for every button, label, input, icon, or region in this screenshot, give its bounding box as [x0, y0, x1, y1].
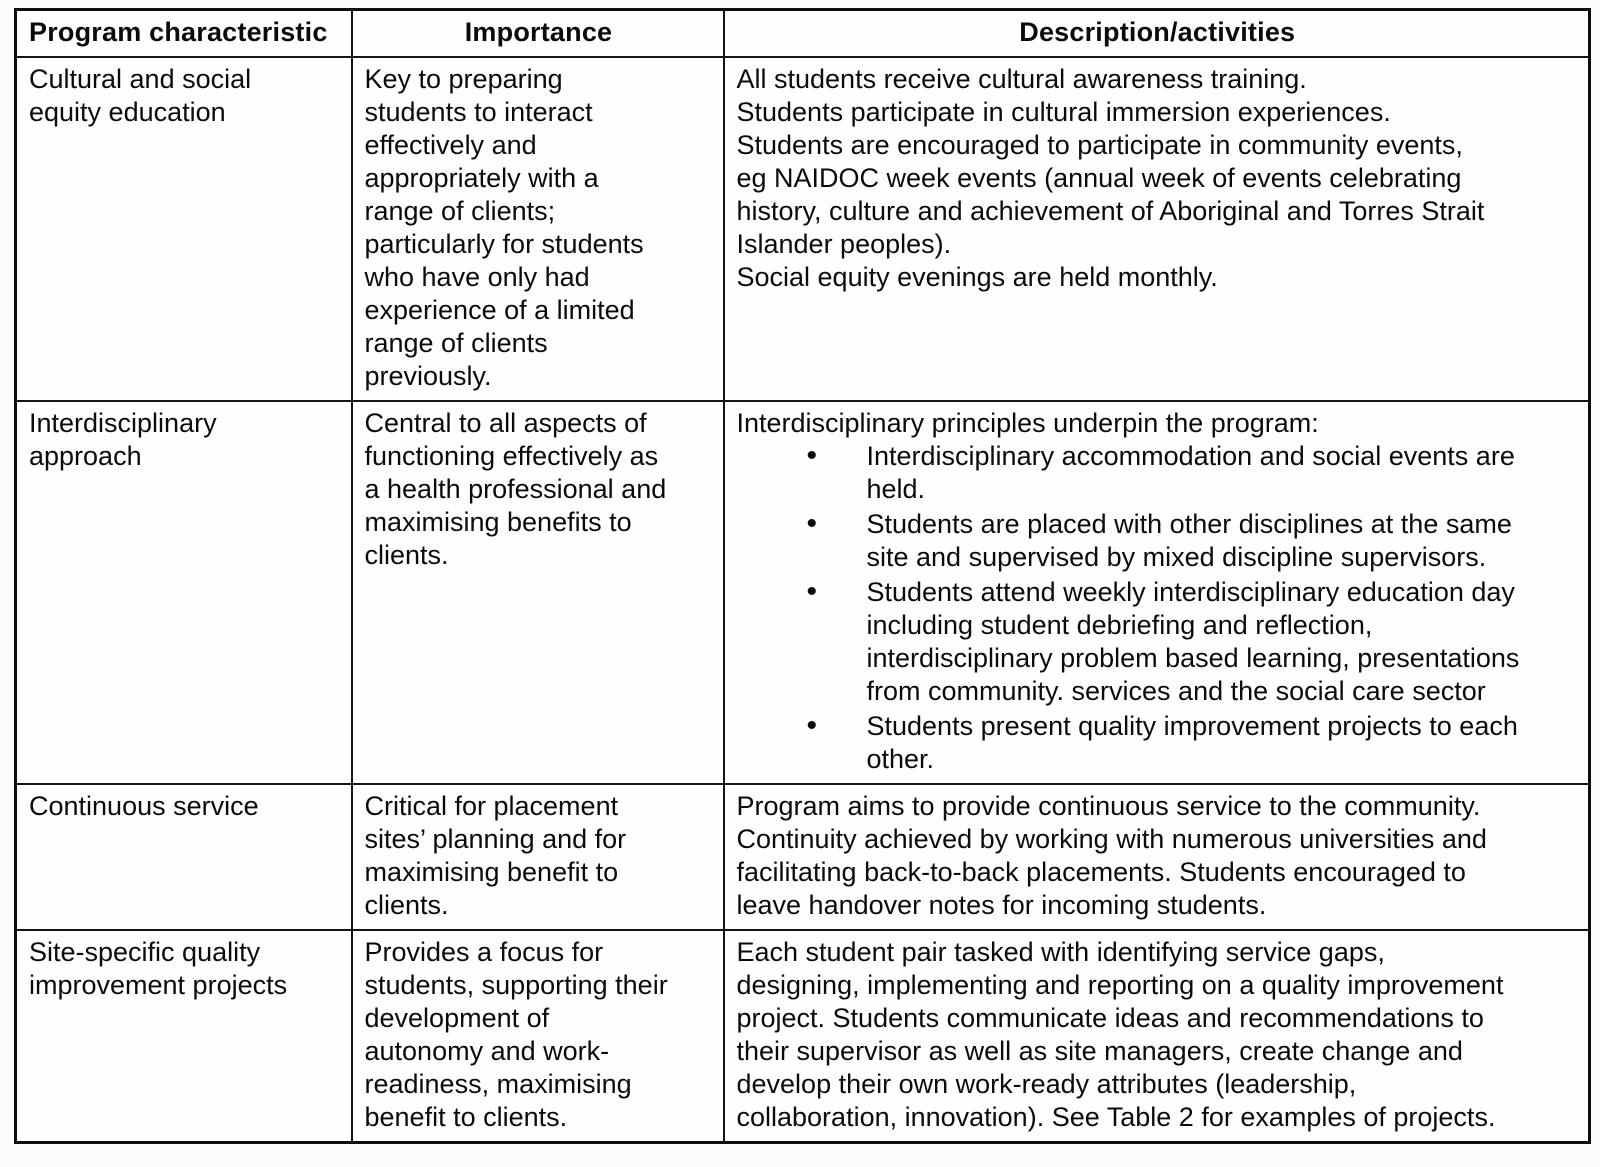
text-line: • Interdisciplinary accommodation and social events are	[866, 441, 1515, 471]
characteristic-text	[29, 407, 341, 473]
text-line: students, supporting their	[364, 970, 668, 1000]
text-line: • Students are placed with other disciplines at the same	[866, 509, 1512, 539]
text-line: facilitating back-to-back placements. Students encouraged to	[736, 857, 1466, 887]
text-line: a health professional and	[364, 474, 667, 504]
description-text	[737, 63, 1579, 294]
bullet-text	[867, 710, 1579, 776]
text-line: clients.	[364, 540, 449, 570]
table-row-interdisciplinary-approach	[16, 401, 1590, 784]
text-line: maximising benefits to	[364, 507, 632, 537]
importance-text	[365, 407, 713, 572]
text-line: experience of a limited	[364, 295, 635, 325]
text-line: leave handover notes for incoming students.	[736, 890, 1267, 920]
bullet-list	[737, 440, 1579, 776]
text-line: eg NAIDOC week events (annual week of events celebrating	[736, 163, 1462, 193]
text-line: interdisciplinary problem based learning, presentations	[866, 643, 1520, 673]
text-line: readiness, maximising	[364, 1069, 632, 1099]
text-line: autonomy and work-	[364, 1036, 610, 1066]
cell-importance	[352, 57, 724, 401]
program-characteristics-table	[14, 8, 1591, 1144]
description-intro-text	[737, 407, 1579, 440]
bullet-item	[737, 710, 1579, 776]
text-line: other.	[866, 744, 935, 774]
text-line: collaboration, innovation). See Table 2 for examples of projects.	[736, 1102, 1496, 1132]
text-line: Interdisciplinary	[29, 408, 217, 438]
bullet-item	[737, 576, 1579, 708]
cell-importance	[352, 401, 724, 784]
cell-characteristic	[16, 401, 352, 784]
text-line: Site-specific quality	[29, 937, 261, 967]
text-line: from community. services and the social care sector	[866, 676, 1486, 706]
text-line: development of	[364, 1003, 550, 1033]
description-text	[737, 936, 1579, 1134]
cell-characteristic	[16, 784, 352, 930]
text-line: Central to all aspects of	[364, 408, 647, 438]
text-line: site and supervised by mixed discipline supervisors.	[866, 542, 1487, 572]
bullet-text	[867, 508, 1579, 574]
text-line: Each student pair tasked with identifying service gaps,	[736, 937, 1385, 967]
characteristic-text	[29, 63, 341, 129]
table-row-continuous-service	[16, 784, 1590, 930]
importance-text	[365, 790, 713, 922]
text-line: develop their own work-ready attributes (leadership,	[736, 1069, 1357, 1099]
text-line: designing, implementing and reporting on a quality improvement	[736, 970, 1504, 1000]
importance-text	[365, 936, 713, 1134]
text-line: approach	[29, 441, 142, 471]
text-line: • Students present quality improvement projects to each	[866, 711, 1518, 741]
text-line: Students are encouraged to participate in community events,	[736, 130, 1463, 160]
text-line: history, culture and achievement of Aboriginal and Torres Strait	[736, 196, 1485, 226]
text-line: improvement projects	[29, 970, 288, 1000]
text-line: previously.	[364, 361, 492, 391]
text-line: Interdisciplinary principles underpin the program:	[736, 408, 1319, 438]
text-line: range of clients;	[364, 196, 556, 226]
text-line: benefit to clients.	[364, 1102, 568, 1132]
table-row-site-specific-projects	[16, 930, 1590, 1143]
text-line: held.	[866, 474, 926, 504]
text-line: range of clients	[364, 328, 548, 358]
text-line: their supervisor as well as site managers, create change and	[736, 1036, 1463, 1066]
text-line: appropriately with a	[364, 163, 599, 193]
text-line: effectively and	[364, 130, 537, 160]
cell-description	[724, 930, 1590, 1143]
text-line: Cultural and social	[29, 64, 252, 94]
text-line: • Students attend weekly interdisciplinary education day	[866, 577, 1515, 607]
text-line: Continuity achieved by working with numerous universities and	[736, 824, 1487, 854]
text-line: equity education	[29, 97, 226, 127]
text-line: particularly for students	[364, 229, 644, 259]
cell-importance	[352, 784, 724, 930]
text-line: sites’ planning and for	[364, 824, 627, 854]
text-line: maximising benefit to	[364, 857, 619, 887]
cell-description	[724, 57, 1590, 401]
header-program-characteristic: Program characteristic	[16, 10, 352, 58]
text-line: who have only had	[364, 262, 590, 292]
text-line: clients.	[364, 890, 449, 920]
text-line: Social equity evenings are held monthly.	[736, 262, 1218, 292]
cell-description	[724, 401, 1590, 784]
bullet-item	[737, 440, 1579, 506]
table-row-cultural-social-equity	[16, 57, 1590, 401]
cell-characteristic	[16, 57, 352, 401]
description-text	[737, 790, 1579, 922]
bullet-text	[867, 576, 1579, 708]
header-description-activities: Description/activities	[724, 10, 1590, 58]
text-line: Continuous service	[29, 791, 259, 821]
characteristic-text	[29, 936, 341, 1002]
characteristic-text	[29, 790, 341, 823]
bullet-item	[737, 508, 1579, 574]
cell-description	[724, 784, 1590, 930]
header-row	[16, 10, 1590, 58]
text-line: Islander peoples).	[736, 229, 952, 259]
text-line: Students participate in cultural immersion experiences.	[736, 97, 1391, 127]
text-line: Program aims to provide continuous service to the community.	[736, 791, 1481, 821]
text-line: All students receive cultural awareness training.	[736, 64, 1307, 94]
text-line: students to interact	[364, 97, 593, 127]
text-line: Provides a focus for	[364, 937, 604, 967]
text-line: functioning effectively as	[364, 441, 659, 471]
text-line: project. Students communicate ideas and recommendations to	[736, 1003, 1484, 1033]
text-line: Critical for placement	[364, 791, 619, 821]
text-line: Key to preparing	[364, 64, 563, 94]
header-importance: Importance	[352, 10, 724, 58]
importance-text	[365, 63, 713, 393]
cell-importance	[352, 930, 724, 1143]
bullet-text	[867, 440, 1579, 506]
text-line: including student debriefing and reflection,	[866, 610, 1373, 640]
cell-characteristic	[16, 930, 352, 1143]
